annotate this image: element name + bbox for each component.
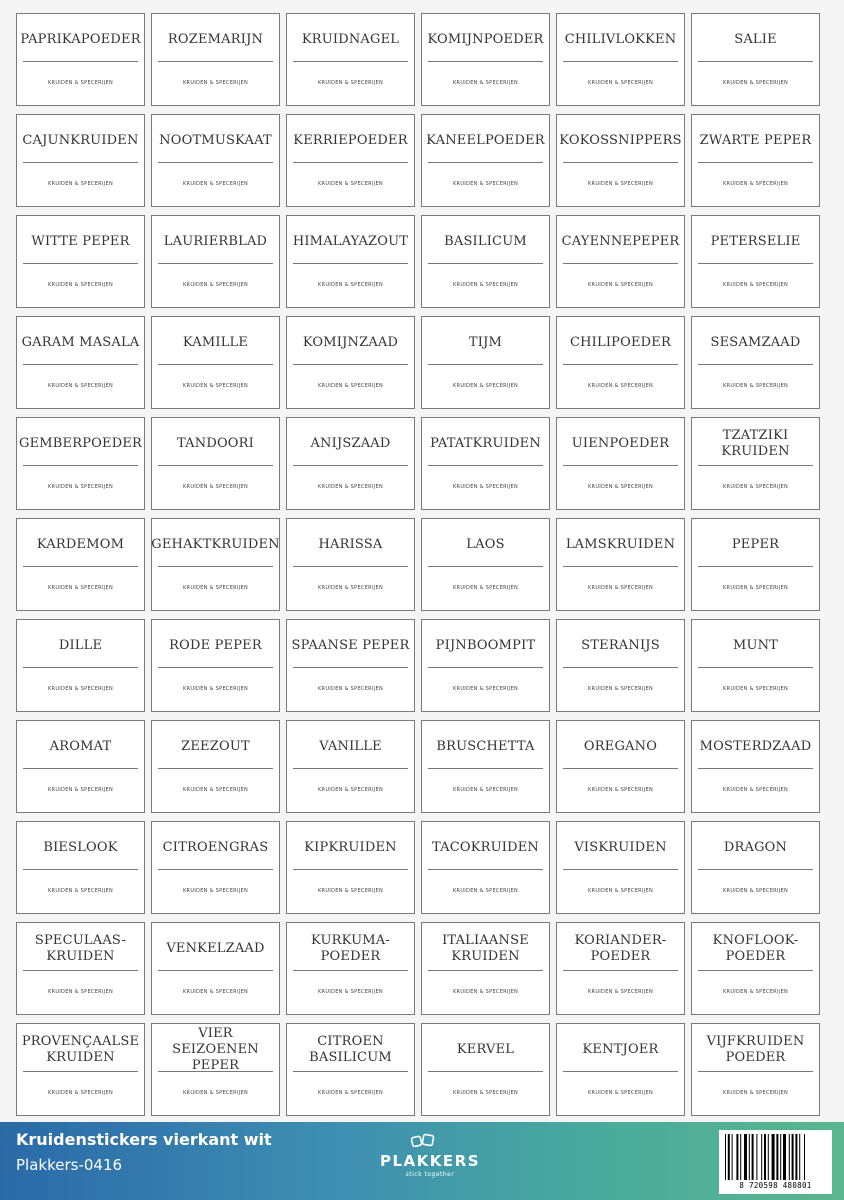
write-line — [563, 768, 678, 769]
brand-name: PLAKKERS — [380, 1152, 481, 1170]
sticker-subtitle: KRUIDEN & SPECERIJEN — [722, 989, 789, 995]
write-line — [698, 768, 813, 769]
sticker-subtitle: KRUIDEN & SPECERIJEN — [452, 787, 519, 793]
write-line — [23, 465, 138, 466]
write-line — [428, 162, 543, 163]
sticker-subtitle: KRUIDEN & SPECERIJEN — [182, 282, 249, 288]
sticker — [16, 518, 145, 611]
sticker-name: CITROENGRAS — [162, 840, 269, 855]
sticker — [421, 619, 550, 712]
sticker-name: MOSTERDZAAD — [699, 739, 812, 754]
sticker-name: KAMILLE — [182, 335, 249, 350]
sticker — [691, 720, 820, 813]
write-line — [698, 566, 813, 567]
sticker-name: ANIJSZAAD — [310, 436, 391, 451]
brand-logo — [380, 1128, 480, 1194]
write-line — [293, 970, 408, 971]
sticker-subtitle: KRUIDEN & SPECERIJEN — [587, 484, 654, 490]
sticker-name: PROVENÇAALSE KRUIDEN — [21, 1034, 140, 1065]
write-line — [698, 465, 813, 466]
sticker-subtitle: KRUIDEN & SPECERIJEN — [722, 484, 789, 490]
sticker-name: DRAGON — [723, 840, 788, 855]
write-line — [158, 465, 273, 466]
sticker — [286, 417, 415, 510]
write-line — [293, 667, 408, 668]
sticker-name: ITALIAANSE KRUIDEN — [442, 933, 529, 964]
write-line — [158, 61, 273, 62]
write-line — [23, 768, 138, 769]
write-line — [293, 162, 408, 163]
sticker — [151, 215, 280, 308]
sticker-name: KNOFLOOK- POEDER — [712, 933, 799, 964]
sticker — [556, 13, 685, 106]
write-line — [428, 465, 543, 466]
write-line — [158, 566, 273, 567]
sticker-name: BASILICUM — [444, 234, 527, 249]
sticker — [151, 720, 280, 813]
write-line — [563, 869, 678, 870]
sticker-name: HIMALAYAZOUT — [292, 234, 409, 249]
write-line — [293, 869, 408, 870]
write-line — [23, 61, 138, 62]
sticker-name: KENTJOER — [582, 1042, 659, 1057]
sticker-name: SALIE — [734, 32, 777, 47]
sticker-subtitle: KRUIDEN & SPECERIJEN — [587, 1090, 654, 1096]
sticker — [556, 316, 685, 409]
write-line — [428, 970, 543, 971]
sticker — [421, 518, 550, 611]
sticker — [421, 1023, 550, 1116]
write-line — [293, 1071, 408, 1072]
brand-tagline: stick together — [405, 1171, 455, 1178]
sticker — [421, 114, 550, 207]
sticker-name: GARAM MASALA — [21, 335, 140, 350]
sticker-name: CITROEN BASILICUM — [309, 1034, 392, 1065]
sticker — [16, 417, 145, 510]
barcode-icon — [723, 1134, 828, 1180]
sticker-name: VENKELZAAD — [166, 941, 265, 956]
sticker-subtitle: KRUIDEN & SPECERIJEN — [47, 686, 114, 692]
sticker-subtitle: KRUIDEN & SPECERIJEN — [722, 80, 789, 86]
sticker-name: BIESLOOK — [43, 840, 118, 855]
sticker-subtitle: KRUIDEN & SPECERIJEN — [317, 181, 384, 187]
sticker-name: KARDEMOM — [36, 537, 125, 552]
sticker-subtitle: KRUIDEN & SPECERIJEN — [317, 282, 384, 288]
sticker-subtitle: KRUIDEN & SPECERIJEN — [452, 181, 519, 187]
sticker — [286, 821, 415, 914]
sticker-name: CHILIPOEDER — [570, 335, 671, 350]
sticker-name: LAMSKRUIDEN — [565, 537, 676, 552]
write-line — [158, 667, 273, 668]
write-line — [158, 869, 273, 870]
sticker-name: SPAANSE PEPER — [291, 638, 410, 653]
sticker-name: LAOS — [466, 537, 505, 552]
sticker — [556, 821, 685, 914]
sticker-name: VANILLE — [319, 739, 382, 754]
write-line — [698, 364, 813, 365]
sticker — [556, 619, 685, 712]
sticker — [16, 13, 145, 106]
write-line — [23, 970, 138, 971]
sticker-subtitle: KRUIDEN & SPECERIJEN — [47, 989, 114, 995]
sticker-subtitle: KRUIDEN & SPECERIJEN — [587, 989, 654, 995]
sticker-name: BRUSCHETTA — [436, 739, 535, 754]
sticker-name: TANDOORI — [177, 436, 254, 451]
sticker-subtitle: KRUIDEN & SPECERIJEN — [47, 282, 114, 288]
sticker-name: SESAMZAAD — [710, 335, 801, 350]
write-line — [563, 667, 678, 668]
sticker-subtitle: KRUIDEN & SPECERIJEN — [587, 80, 654, 86]
product-title: Kruidenstickers vierkant wit — [16, 1130, 272, 1149]
sticker-subtitle: KRUIDEN & SPECERIJEN — [47, 484, 114, 490]
sticker-name: HARISSA — [318, 537, 383, 552]
write-line — [158, 1071, 273, 1072]
write-line — [563, 162, 678, 163]
sticker-subtitle: KRUIDEN & SPECERIJEN — [452, 484, 519, 490]
sticker-subtitle: KRUIDEN & SPECERIJEN — [182, 383, 249, 389]
sticker-subtitle: KRUIDEN & SPECERIJEN — [47, 80, 114, 86]
write-line — [158, 364, 273, 365]
sticker — [16, 114, 145, 207]
sticker-subtitle: KRUIDEN & SPECERIJEN — [722, 181, 789, 187]
sticker — [691, 316, 820, 409]
sticker-name: DILLE — [58, 638, 103, 653]
sticker-subtitle: KRUIDEN & SPECERIJEN — [317, 686, 384, 692]
sticker-subtitle: KRUIDEN & SPECERIJEN — [587, 888, 654, 894]
sticker — [151, 316, 280, 409]
sticker — [286, 720, 415, 813]
write-line — [563, 465, 678, 466]
write-line — [293, 61, 408, 62]
sticker-name: TIJM — [468, 335, 503, 350]
sticker-name: VIJFKRUIDEN POEDER — [706, 1034, 805, 1065]
sticker-subtitle: KRUIDEN & SPECERIJEN — [452, 686, 519, 692]
sticker — [691, 518, 820, 611]
sticker — [16, 922, 145, 1015]
sticker-name: PATATKRUIDEN — [430, 436, 541, 451]
sticker-subtitle: KRUIDEN & SPECERIJEN — [452, 888, 519, 894]
sticker-name: GEMBERPOEDER — [19, 436, 143, 451]
sticker — [421, 720, 550, 813]
sticker — [691, 619, 820, 712]
sticker — [16, 215, 145, 308]
sticker-name: TZATZIKI KRUIDEN — [721, 428, 790, 459]
sticker — [556, 114, 685, 207]
sticker — [421, 316, 550, 409]
product-code: Plakkers-0416 — [16, 1156, 123, 1174]
write-line — [428, 869, 543, 870]
sticker-subtitle: KRUIDEN & SPECERIJEN — [722, 585, 789, 591]
sticker — [556, 922, 685, 1015]
sticker-subtitle: KRUIDEN & SPECERIJEN — [47, 585, 114, 591]
sticker-subtitle: KRUIDEN & SPECERIJEN — [182, 585, 249, 591]
write-line — [293, 263, 408, 264]
write-line — [428, 364, 543, 365]
sticker-subtitle: KRUIDEN & SPECERIJEN — [182, 989, 249, 995]
sticker-subtitle: KRUIDEN & SPECERIJEN — [317, 585, 384, 591]
write-line — [158, 263, 273, 264]
sticker-name: ZEEZOUT — [181, 739, 250, 754]
barcode-digits: 8 720598 480801 — [739, 1181, 812, 1190]
sticker-subtitle: KRUIDEN & SPECERIJEN — [47, 787, 114, 793]
sticker — [421, 821, 550, 914]
sticker-name: KOMIJNZAAD — [302, 335, 399, 350]
sticker — [151, 1023, 280, 1116]
sticker — [421, 13, 550, 106]
sticker-subtitle: KRUIDEN & SPECERIJEN — [182, 80, 249, 86]
sticker-name: CHILIVLOKKEN — [564, 32, 677, 47]
sticker-name: CAJUNKRUIDEN — [22, 133, 139, 148]
sticker-name: PEPER — [731, 537, 780, 552]
sticker — [286, 215, 415, 308]
write-line — [428, 1071, 543, 1072]
sticker — [556, 215, 685, 308]
sticker-subtitle: KRUIDEN & SPECERIJEN — [47, 1090, 114, 1096]
write-line — [698, 61, 813, 62]
sticker-name: KURKUMA- POEDER — [311, 933, 390, 964]
sticker-subtitle: KRUIDEN & SPECERIJEN — [722, 888, 789, 894]
write-line — [23, 667, 138, 668]
sticker-name: KOMIJNPOEDER — [427, 32, 544, 47]
sticker-name: MUNT — [732, 638, 779, 653]
write-line — [293, 768, 408, 769]
sticker — [691, 821, 820, 914]
sticker-name: VIER SEIZOENEN PEPER — [172, 1026, 259, 1073]
sticker — [286, 13, 415, 106]
sticker — [691, 215, 820, 308]
sticker-subtitle: KRUIDEN & SPECERIJEN — [317, 787, 384, 793]
sticker — [151, 417, 280, 510]
sticker — [691, 417, 820, 510]
sticker-subtitle: KRUIDEN & SPECERIJEN — [452, 585, 519, 591]
sticker-name: LAURIERBLAD — [163, 234, 268, 249]
write-line — [428, 263, 543, 264]
sticker-name: KOKOSSNIPPERS — [559, 133, 682, 148]
sticker-subtitle: KRUIDEN & SPECERIJEN — [587, 787, 654, 793]
write-line — [563, 364, 678, 365]
sticker — [691, 13, 820, 106]
sticker-subtitle: KRUIDEN & SPECERIJEN — [47, 888, 114, 894]
sticker-name: KIPKRUIDEN — [304, 840, 397, 855]
write-line — [563, 263, 678, 264]
sticker-subtitle: KRUIDEN & SPECERIJEN — [452, 80, 519, 86]
write-line — [158, 768, 273, 769]
sticker-name: STERANIJS — [581, 638, 660, 653]
sticker — [286, 1023, 415, 1116]
sticker — [556, 720, 685, 813]
write-line — [698, 1071, 813, 1072]
sticker-subtitle: KRUIDEN & SPECERIJEN — [182, 888, 249, 894]
sticker-name: WITTE PEPER — [31, 234, 130, 249]
sticker-subtitle: KRUIDEN & SPECERIJEN — [452, 1090, 519, 1096]
sticker — [16, 1023, 145, 1116]
sticker — [556, 1023, 685, 1116]
sticker — [691, 1023, 820, 1116]
write-line — [563, 61, 678, 62]
sticker-subtitle: KRUIDEN & SPECERIJEN — [182, 1090, 249, 1096]
sticker-subtitle: KRUIDEN & SPECERIJEN — [587, 585, 654, 591]
sticker — [286, 316, 415, 409]
sticker-name: CAYENNEPEPER — [561, 234, 680, 249]
write-line — [23, 869, 138, 870]
sticker-subtitle: KRUIDEN & SPECERIJEN — [47, 383, 114, 389]
sticker-subtitle: KRUIDEN & SPECERIJEN — [722, 787, 789, 793]
sticker — [556, 518, 685, 611]
sticker-subtitle: KRUIDEN & SPECERIJEN — [722, 282, 789, 288]
sticker-subtitle: KRUIDEN & SPECERIJEN — [722, 686, 789, 692]
write-line — [698, 667, 813, 668]
sticker-name: TACOKRUIDEN — [431, 840, 540, 855]
sticker-name: PAPRIKAPOEDER — [20, 32, 141, 47]
sticker-subtitle: KRUIDEN & SPECERIJEN — [317, 1090, 384, 1096]
barcode — [719, 1130, 832, 1194]
sticker-subtitle: KRUIDEN & SPECERIJEN — [317, 989, 384, 995]
write-line — [563, 1071, 678, 1072]
sticker — [556, 417, 685, 510]
write-line — [23, 162, 138, 163]
sticker-name: NOOTMUSKAAT — [159, 133, 272, 148]
sticker — [286, 114, 415, 207]
write-line — [428, 768, 543, 769]
sticker-subtitle: KRUIDEN & SPECERIJEN — [722, 1090, 789, 1096]
sticker-subtitle: KRUIDEN & SPECERIJEN — [587, 282, 654, 288]
sticker-subtitle: KRUIDEN & SPECERIJEN — [452, 383, 519, 389]
sticker-name: KORIANDER- POEDER — [574, 933, 667, 964]
write-line — [563, 970, 678, 971]
sticker-name: AROMAT — [49, 739, 112, 754]
sticker-name: SPECULAAS- KRUIDEN — [34, 933, 127, 964]
sticker-subtitle: KRUIDEN & SPECERIJEN — [587, 181, 654, 187]
sticker-subtitle: KRUIDEN & SPECERIJEN — [47, 181, 114, 187]
sticker — [16, 720, 145, 813]
write-line — [158, 162, 273, 163]
sticker — [151, 922, 280, 1015]
sticker — [16, 821, 145, 914]
write-line — [23, 263, 138, 264]
write-line — [428, 667, 543, 668]
write-line — [293, 566, 408, 567]
sticker-name: PIJNBOOMPIT — [435, 638, 536, 653]
sticker-name: KANEELPOEDER — [426, 133, 545, 148]
sticker-name: KRUIDNAGEL — [301, 32, 400, 47]
sticker-subtitle: KRUIDEN & SPECERIJEN — [317, 383, 384, 389]
sticker-subtitle: KRUIDEN & SPECERIJEN — [317, 80, 384, 86]
write-line — [563, 566, 678, 567]
footer-banner — [0, 1122, 844, 1200]
write-line — [698, 162, 813, 163]
sticker-name: PETERSELIE — [710, 234, 801, 249]
sticker — [151, 821, 280, 914]
sticker-name: KERRIEPOEDER — [293, 133, 408, 148]
sticker — [151, 114, 280, 207]
sticker — [16, 316, 145, 409]
sticker — [691, 114, 820, 207]
write-line — [698, 263, 813, 264]
sticker — [286, 518, 415, 611]
sticker — [151, 13, 280, 106]
sticker-subtitle: KRUIDEN & SPECERIJEN — [182, 484, 249, 490]
sticker-subtitle: KRUIDEN & SPECERIJEN — [182, 787, 249, 793]
sticker-subtitle: KRUIDEN & SPECERIJEN — [182, 181, 249, 187]
write-line — [698, 970, 813, 971]
sticker-subtitle: KRUIDEN & SPECERIJEN — [452, 282, 519, 288]
write-line — [23, 1071, 138, 1072]
sticker-subtitle: KRUIDEN & SPECERIJEN — [317, 484, 384, 490]
sticker-subtitle: KRUIDEN & SPECERIJEN — [317, 888, 384, 894]
sticker-name: RODE PEPER — [169, 638, 262, 653]
write-line — [428, 566, 543, 567]
sticker-name: KERVEL — [456, 1042, 515, 1057]
write-line — [293, 465, 408, 466]
sticker — [16, 619, 145, 712]
sticker-subtitle: KRUIDEN & SPECERIJEN — [182, 686, 249, 692]
write-line — [23, 364, 138, 365]
sticker-subtitle: KRUIDEN & SPECERIJEN — [587, 383, 654, 389]
sticker-name: ROZEMARIJN — [167, 32, 264, 47]
write-line — [698, 869, 813, 870]
sticker — [286, 619, 415, 712]
sticker-subtitle: KRUIDEN & SPECERIJEN — [587, 686, 654, 692]
sticker-grid — [16, 13, 820, 1116]
sticker-subtitle: KRUIDEN & SPECERIJEN — [452, 989, 519, 995]
sticker — [421, 215, 550, 308]
sticker — [691, 922, 820, 1015]
write-line — [158, 970, 273, 971]
sticker — [421, 417, 550, 510]
sticker-name: GEHAKTKRUIDEN — [151, 537, 280, 552]
sticker-name: OREGANO — [583, 739, 658, 754]
write-line — [23, 566, 138, 567]
sticker-name: VISKRUIDEN — [574, 840, 667, 855]
sticker-name: UIENPOEDER — [571, 436, 670, 451]
sticker — [151, 619, 280, 712]
sticker-name: ZWARTE PEPER — [699, 133, 812, 148]
sticker-subtitle: KRUIDEN & SPECERIJEN — [722, 383, 789, 389]
sticker — [151, 518, 280, 611]
write-line — [428, 61, 543, 62]
write-line — [293, 364, 408, 365]
plakkers-logo-icon — [410, 1132, 436, 1150]
sticker — [421, 922, 550, 1015]
sticker — [286, 922, 415, 1015]
